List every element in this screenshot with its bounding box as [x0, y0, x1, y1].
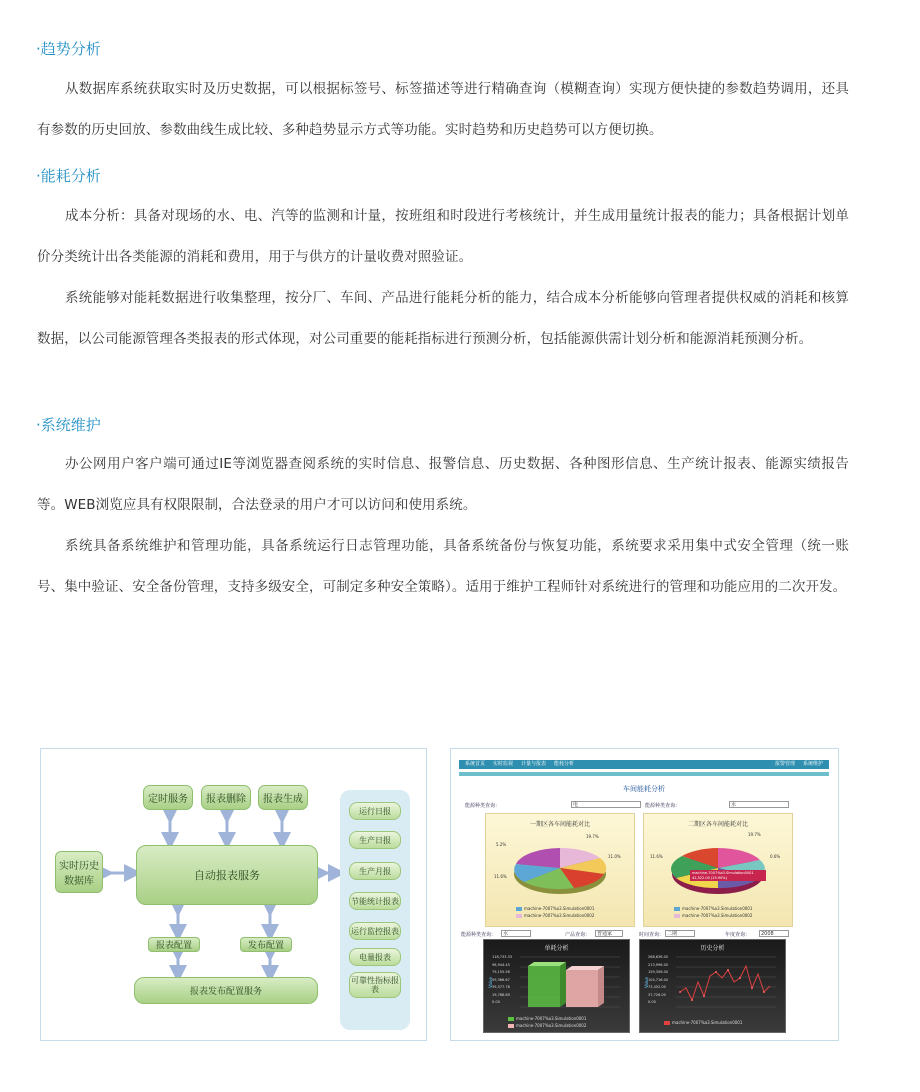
screenshot-divider [459, 772, 829, 776]
bottom-energy-select[interactable]: 水 [501, 930, 531, 937]
nav-item[interactable]: 系统维护 [802, 761, 823, 767]
paragraph-maintenance-2: 系统具备系统维护和管理功能，具备系统运行日志管理功能，具备系统备份与恢复功能，系统要求采用集中式安全管理（统一账号、集中验证、安全备份管理，支持多级安全，可制定多种安全策略）。适用于维护工程师针对系统进行的管理和功能应用的二次开发。 [37, 538, 849, 595]
screenshot-navbar [459, 760, 829, 769]
paragraph-energy-1: 成本分析：具备对现场的水、电、汽等的监测和计量，按班组和时段进行考核统计，并生成用量统计报表的能力；具备根据计划单价分类统计出各类能源的消耗和费用，用于与供方的计量收费对照验证。 [37, 208, 849, 265]
pie-panel-left [485, 813, 635, 927]
screenshot-title: 车间能耗分析 [623, 785, 665, 793]
report-generate-box: 报表生成 [258, 785, 308, 810]
report-type-item: 运行监控报表 [349, 922, 401, 940]
paragraph-trend-1: 从数据库系统获取实时及历史数据，可以根据标签号、标签描述等进行精确查询（模糊查询）实现方便快捷的参数趋势调用，还具有参数的历史回放、参数曲线生成比较、多种趋势显示方式等功能。实时趋势和历史趋势可以方便切换。 [37, 81, 849, 138]
paragraph-energy-2: 系统能够对能耗数据进行收集整理，按分厂、车间、产品进行能耗分析的能力，结合成本分析能够向管理者提供权威的消耗和核算数据，以公司能源管理各类报表的形式体现，对公司重要的能耗指标进行预测分析，包括能源供需计划分析和能源消耗预测分析。 [37, 290, 849, 347]
filter-label: 年度查询： [725, 932, 751, 938]
time-select[interactable]: 二期 [665, 930, 695, 937]
nav-item[interactable]: 能耗分析 [554, 761, 575, 767]
section-heading-maintenance: ·系统维护 [36, 416, 101, 434]
bar-chart-graphic [520, 952, 625, 1012]
legend-item: machine-7007%a3.Simulation0002 [674, 913, 752, 918]
history-analysis-panel [639, 939, 786, 1033]
paragraph-maintenance-1: 办公网用户客户端可通过IE等浏览器查阅系统的实时信息、报警信息、历史数据、各种图形信息、生产统计报表、能源实绩报告等。WEB浏览应具有权限限制，合法登录的用户才可以访问和使用系统。 [37, 456, 849, 513]
report-type-item: 生产日报 [349, 831, 401, 849]
legend-item: machine-7007%a3.Simulation0001 [516, 906, 594, 911]
pie-label: 11.6% [650, 854, 663, 859]
year-select[interactable]: 2008 [759, 930, 789, 937]
filter-label: 能源种类查询： [465, 803, 501, 809]
timer-service-box: 定时服务 [143, 785, 193, 810]
nav-item[interactable]: 实时监视 [493, 761, 514, 767]
section-heading-energy: ·能耗分析 [36, 167, 101, 185]
pie-label: 19.7% [586, 834, 599, 839]
report-publish-config-service-box: 报表发布配置服务 [134, 977, 318, 1004]
energy-type-select-left[interactable]: 电 [571, 801, 641, 808]
legend-item: machine-7007%a3.Simulation0002 [516, 913, 594, 918]
unit-consumption-panel [483, 939, 630, 1033]
nav-item[interactable]: 计量与报表 [521, 761, 547, 767]
pie-label: 11.6% [494, 874, 507, 879]
publish-config-box: 发布配置 [240, 937, 292, 952]
nav-item[interactable]: 系统首页 [465, 761, 486, 767]
pie-tooltip: machine-7007%a3.Simulation0001 42,522.00 (19.90%) [690, 870, 766, 881]
report-type-item: 电量报表 [349, 948, 401, 966]
energy-analysis-screenshot [450, 748, 839, 1041]
product-select[interactable]: 普通家 [595, 930, 623, 937]
report-type-item: 节能统计报表 [349, 892, 401, 910]
energy-type-select-right[interactable]: 水 [729, 801, 789, 808]
bar-y-ticks: 118,733.33 98,944.45 79,155.56 59,366.67 39,577.78 19,788.89 0.00 [492, 955, 513, 1004]
report-type-item: 可靠性指标报表 [349, 972, 401, 998]
pie-title: 一期区各车间能耗对比 [529, 821, 590, 828]
line-y-ticks: 268,636.00 213,996.00 159,356.00 104,716.00 73,452.00 37,726.00 0.00 [648, 955, 669, 1004]
legend-item: machine-7007%a3.Simulation0001 [664, 1020, 742, 1025]
pie-label: 5.2% [496, 842, 507, 847]
section-heading-trend: ·趋势分析 [36, 40, 101, 58]
pie-title: 二期区各车间能耗对比 [687, 821, 748, 828]
axis-label: Value [487, 977, 493, 988]
screenshot-canvas [459, 755, 829, 1033]
realtime-history-db-box: 实时历史数据库 [55, 851, 103, 893]
pie-label: 11.0% [608, 854, 621, 859]
filter-label: 时间查询： [639, 932, 665, 938]
pie-panel-right [643, 813, 793, 927]
bar-chart-title: 单耗分析 [544, 945, 569, 952]
legend-item: machine-7007%a3.Simulation0001 [674, 906, 752, 911]
legend-item: machine-7007%a3.Simulation0001 [508, 1016, 586, 1021]
auto-report-service-box: 自动报表服务 [136, 845, 318, 905]
filter-label: 产品查询： [565, 932, 591, 938]
pie-label: 0.6% [770, 854, 781, 859]
pie-label: 19.7% [748, 832, 761, 837]
report-delete-box: 报表删除 [201, 785, 251, 810]
line-chart-graphic [676, 952, 781, 1012]
pie-chart-right [662, 836, 774, 900]
pie-chart-left [504, 836, 616, 900]
report-type-item: 运行日报 [349, 802, 401, 820]
nav-item[interactable]: 报警管理 [774, 761, 795, 767]
report-config-box: 报表配置 [148, 937, 200, 952]
axis-label: Value [643, 977, 649, 988]
filter-label: 能源种类查询： [645, 803, 681, 809]
report-service-diagram [40, 748, 427, 1041]
report-type-item: 生产月报 [349, 862, 401, 880]
filter-label: 能源种类查询： [461, 932, 497, 938]
line-chart-title: 历史分析 [700, 945, 725, 952]
legend-item: machine-7007%a3.Simulation0002 [508, 1023, 586, 1028]
